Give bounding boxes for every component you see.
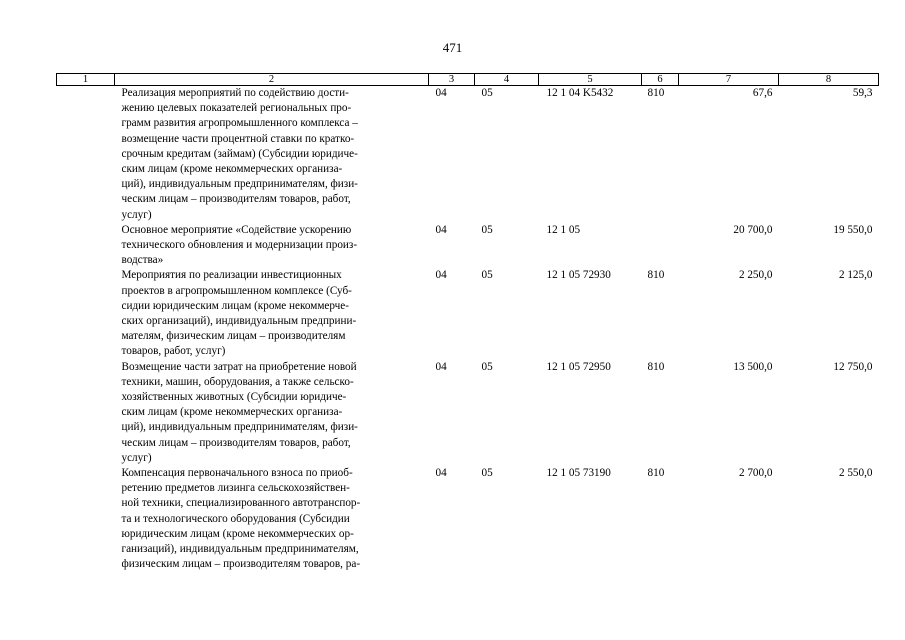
subsection-code: 05 [481, 269, 493, 282]
subsection-code: 05 [481, 87, 493, 99]
page-number: 471 [442, 40, 463, 55]
section-code: 04 [435, 87, 447, 99]
subsection-code: 05 [481, 360, 493, 373]
amount-year-1: 67,6 [752, 87, 773, 99]
section-code: 04 [435, 467, 447, 480]
row-index-cell [57, 360, 115, 466]
target-article-code: 12 1 05 72930 [546, 269, 611, 282]
budget-table [56, 73, 879, 573]
item-name: Возмещение части затрат на приобретение новой техники, машин, оборудования, а также сельско- хозяйственных животных (Субсидии юридиче- ским лицам (кроме некоммерческих организа- ций), индивидуальным предпринимателям, физи- ческим лицам – производителям товаров, работ, услуг) [121, 360, 358, 464]
column-header: 3 [429, 74, 475, 86]
target-article-code: 12 1 04 K5432 [546, 87, 614, 99]
table-row [57, 268, 879, 359]
target-article-code: 12 1 05 72950 [546, 360, 611, 373]
column-header: 5 [539, 74, 642, 86]
column-header: 7 [679, 74, 779, 86]
expense-type-code [642, 223, 679, 269]
table-row [57, 86, 879, 223]
amount-year-2: 59,3 [852, 87, 873, 99]
header-row [57, 74, 879, 86]
table-row [57, 360, 879, 466]
amount-year-2: 2 125,0 [838, 269, 873, 282]
amount-year-1: 13 500,0 [733, 360, 773, 373]
column-header: 6 [642, 74, 679, 86]
table-row [57, 466, 879, 572]
table-row [57, 223, 879, 269]
subsection-code: 05 [481, 467, 493, 480]
row-index-cell [57, 466, 115, 572]
row-index-cell [57, 223, 115, 269]
row-index-cell [57, 268, 115, 359]
target-article-code: 12 1 05 [546, 223, 581, 236]
expense-type-code: 810 [647, 467, 665, 480]
column-header: 8 [779, 74, 879, 86]
amount-year-2: 19 550,0 [833, 223, 873, 236]
item-name: Мероприятия по реализации инвестиционных проектов в агропромышленном комплексе (Суб- сидии юридическим лицам (кроме некоммерче- ских организаций), индивидуальным предприни- мателям, физическим лицам – производителям товаров, работ, услуг) [121, 269, 357, 358]
column-header: 1 [57, 74, 115, 86]
subsection-code: 05 [481, 223, 493, 236]
item-name: Компенсация первоначального взноса по приоб- ретению предметов лизинга сельскохозяйствен- ной техники, специализированного автотранспор- та и технологического оборудования (Субсидии юридическим лицам (кроме некоммерческих ор- ганизаций), индивидуальным предпринимателям, физическим лицам – производителям товаров, ра- [121, 467, 361, 571]
section-code: 04 [435, 223, 447, 236]
amount-year-1: 2 250,0 [738, 269, 773, 282]
section-code: 04 [435, 360, 447, 373]
expense-type-code: 810 [647, 87, 665, 99]
amount-year-1: 20 700,0 [733, 223, 773, 236]
section-code: 04 [435, 269, 447, 282]
expense-type-code: 810 [647, 269, 665, 282]
amount-year-1: 2 700,0 [738, 467, 773, 480]
expense-type-code: 810 [647, 360, 665, 373]
row-index-cell [57, 86, 115, 223]
amount-year-2: 2 550,0 [838, 467, 873, 480]
item-name: Основное мероприятие «Содействие ускорению технического обновления и модернизации произ- водства» [121, 223, 358, 267]
column-header: 4 [475, 74, 539, 86]
amount-year-2: 12 750,0 [833, 360, 873, 373]
column-header: 2 [115, 74, 429, 86]
target-article-code: 12 1 05 73190 [546, 467, 611, 480]
item-name: Реализация мероприятий по содействию дости- жению целевых показателей региональных про- грамм развития агропромышленного комплекса – возмещение части процентной ставки по кратко- срочным кредитам (займам) (Субсидии юридиче- ским лицам (кроме некоммерческих организа- ций), индивидуальным предпринимателям, физи- ческим лицам – производителям товаров, работ, услуг) [121, 87, 358, 221]
